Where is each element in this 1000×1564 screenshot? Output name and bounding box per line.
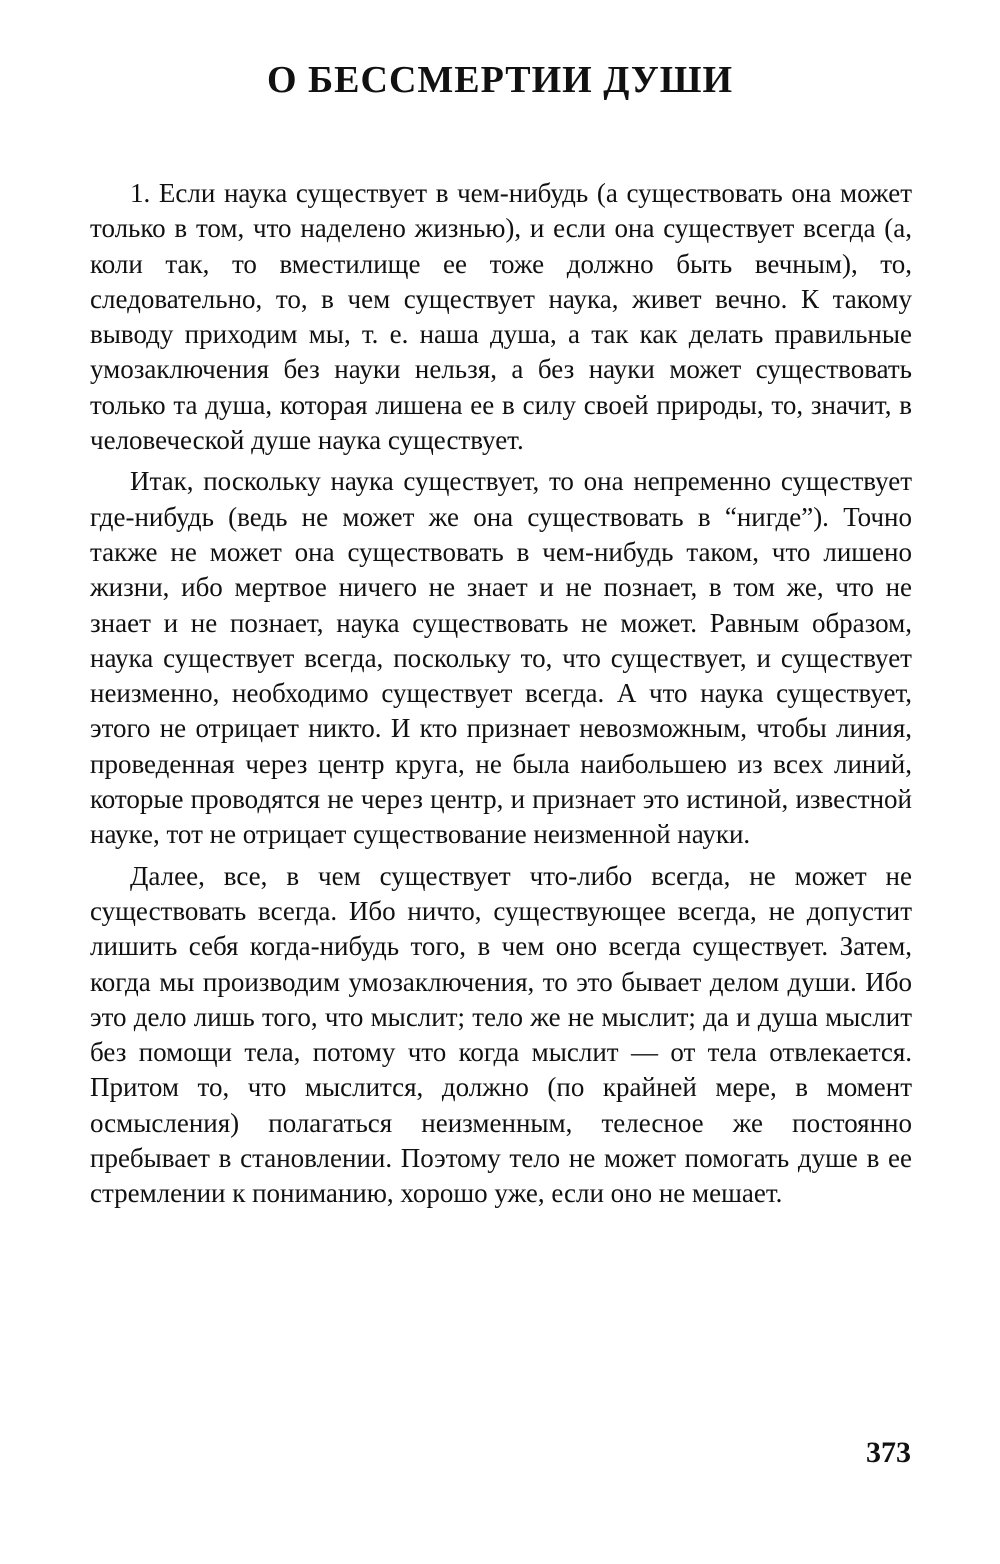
- paragraph-3: Далее, все, в чем существует что-либо всегда, не может не существовать всегда. Ибо ничто, существующее всегда, не допустит лишить себя когда-нибудь того, в чем оно всегда существует. Затем, когда мы производим умозаключения, то это бывает делом души. Ибо это дело лишь того, что мыслит; тело же не мыслит; да и душа мыслит без помощи тела, потому что когда мыслит — от тела отвлекается. Притом то, что мыслится, должно (по крайней мере, в момент осмысления) полагаться неизменным, телесное же постоянно пребывает в становлении. Поэтому тело не может помогать душе в ее стремлении к пониманию, хорошо уже, если оно не мешает.: [90, 860, 912, 1209]
- body-text: [90, 176, 912, 1218]
- page-number: 373: [866, 1436, 911, 1469]
- page-title: О БЕССМЕРТИИ ДУШИ: [266, 59, 734, 101]
- paragraph-1: 1. Если наука существует в чем-нибудь (а существовать она может только в том, что наделено жизнью), и если она существует всегда (а, коли так, то вместилище ее тоже должно быть вечным), то, следовательно, то, в чем существует наука, живет вечно. К такому выводу приходим мы, т. е. наша душа, а так как делать правильные умозаключения без науки нельзя, а без науки может существовать только та душа, которая лишена ее в силу своей природы, то, значит, в человеческой душе наука существует.: [90, 178, 912, 456]
- paragraph-2: Итак, поскольку наука существует, то она непременно существует где-нибудь (ведь не может же она существовать в “нигде”). Точно также не может она существовать в чем-нибудь таком, что лишено жизни, ибо мертвое ничего не знает и не познает, в том же, что не знает и не познает, наука существовать не может. Равным образом, наука существует всегда, поскольку то, что существует, и существует неизменно, необходимо существует всегда. А что наука существует, этого не отрицает никто. И кто признает невозможным, чтобы линия, проведенная через центр круга, не была наибольшею из всех линий, которые проводятся не через центр, и признает это истиной, известной науке, тот не отрицает существование неизменной науки.: [90, 466, 912, 850]
